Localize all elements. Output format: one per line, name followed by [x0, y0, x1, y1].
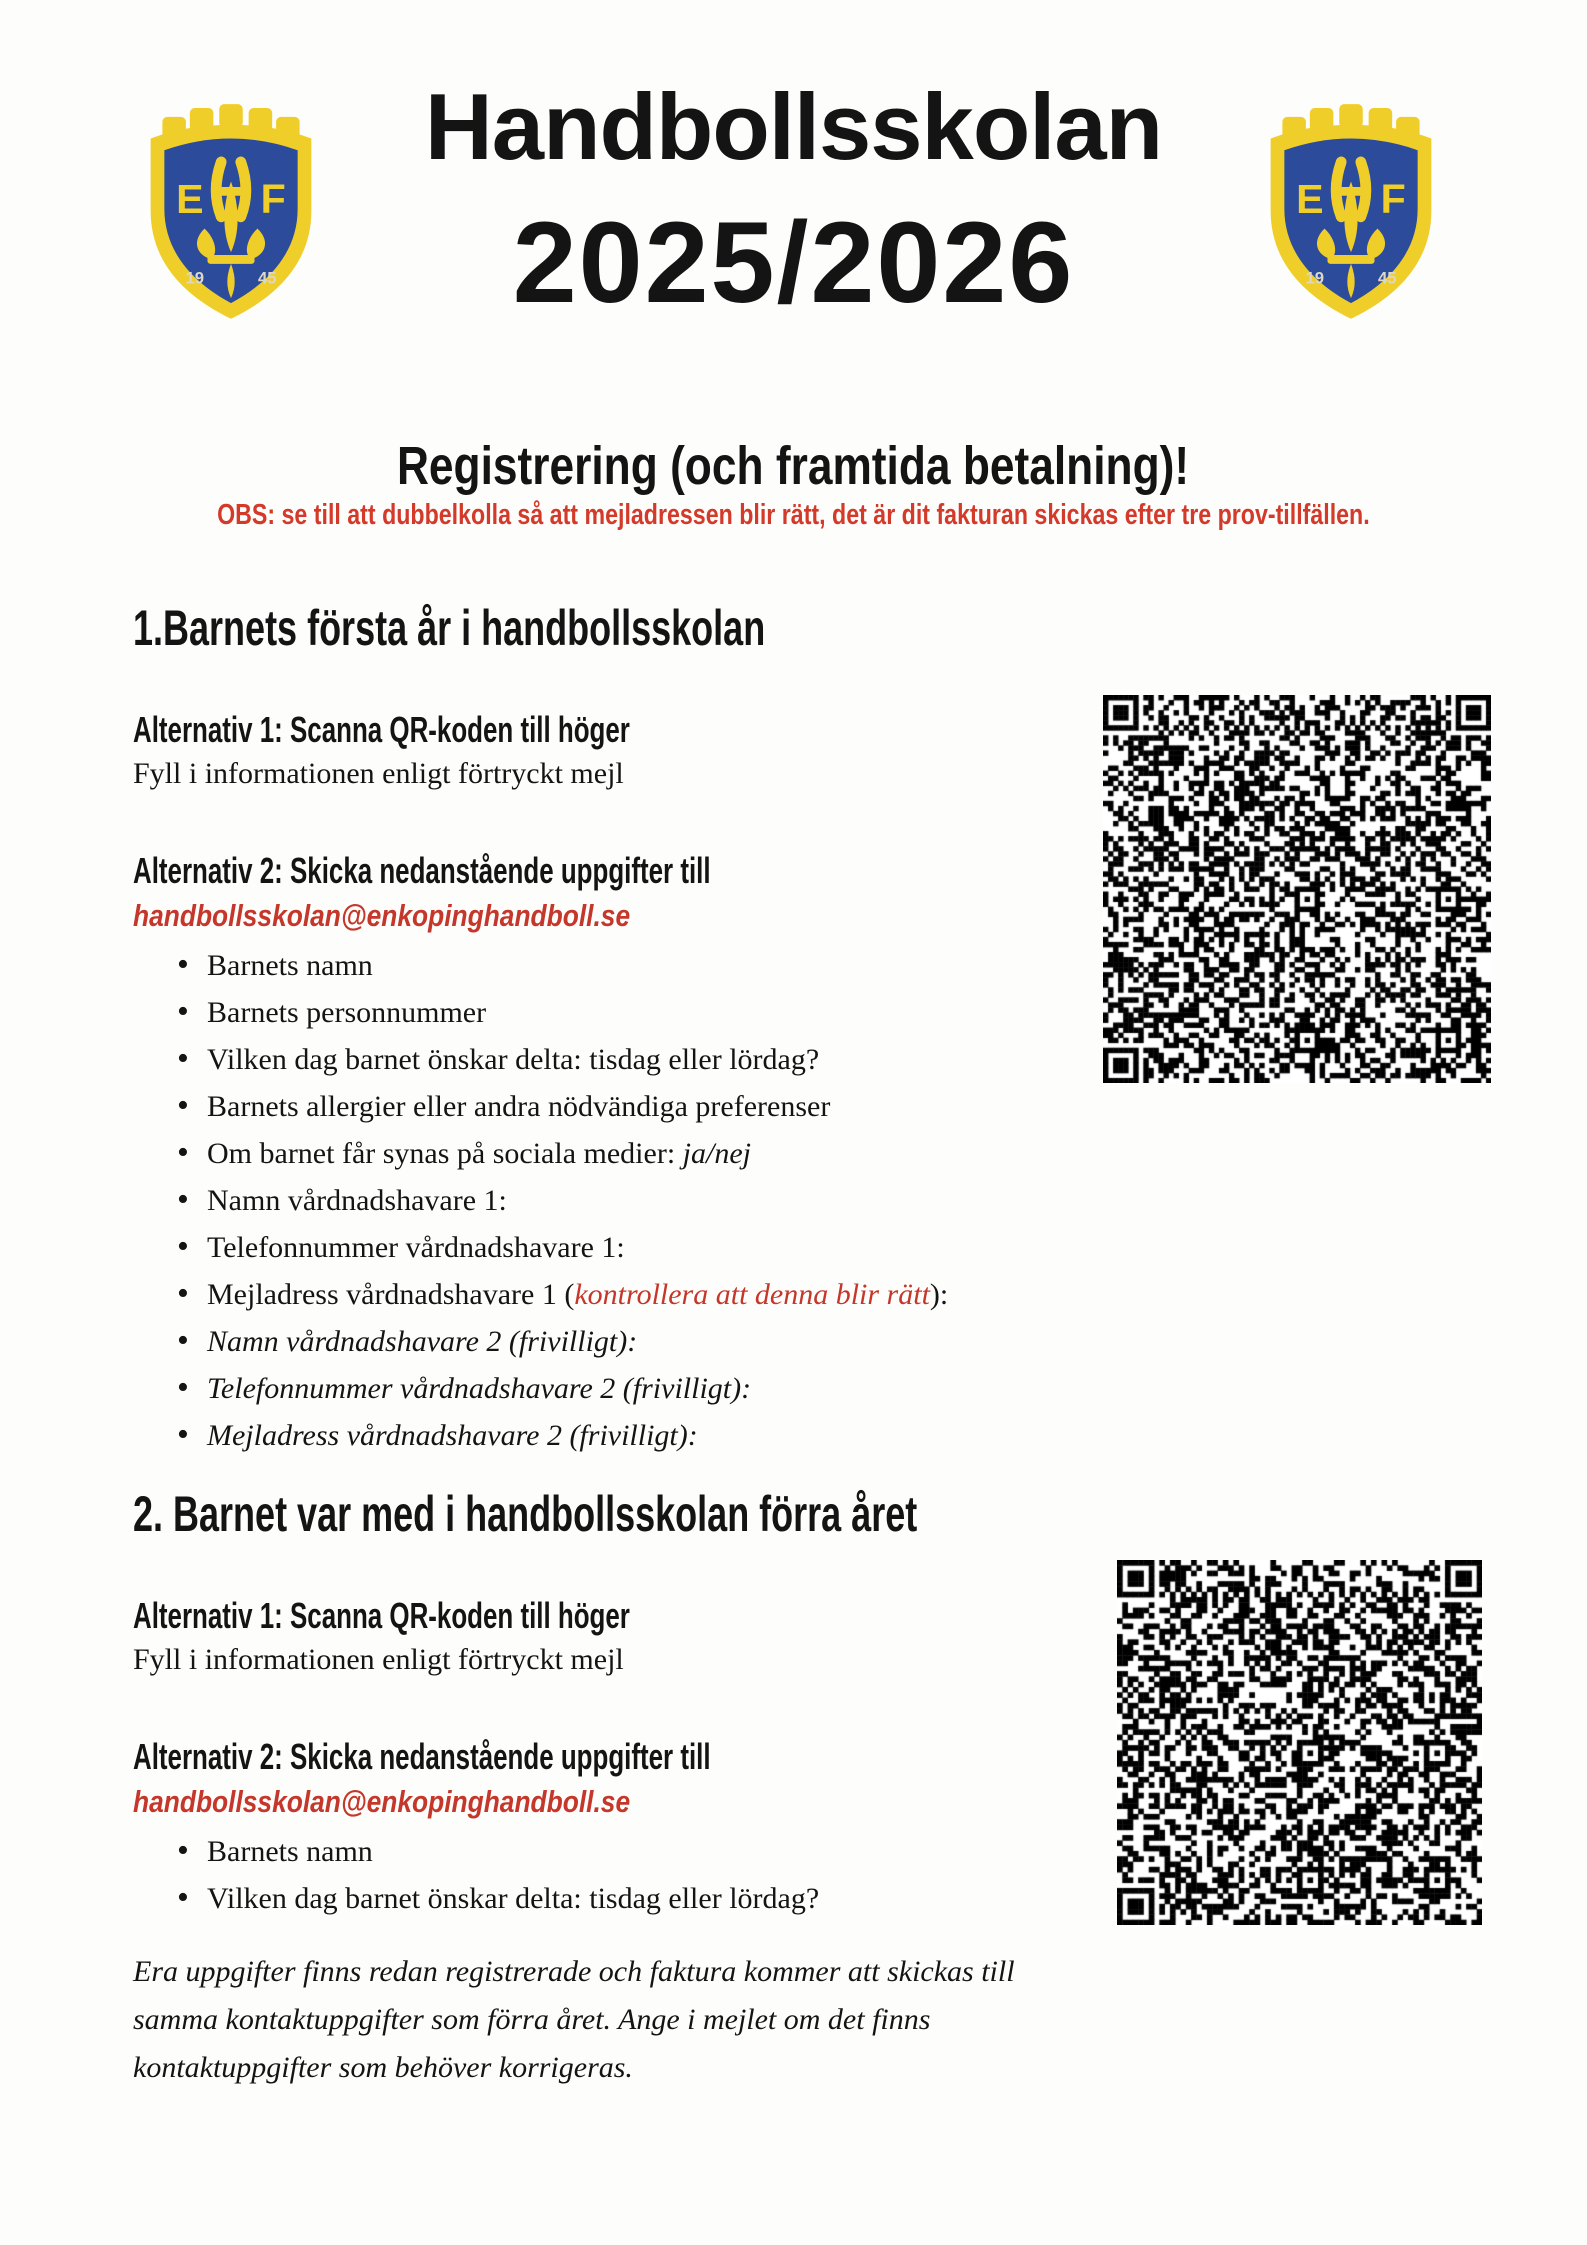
email-address[interactable]: handbollsskolan@enkopinghandboll.se: [133, 898, 631, 934]
section1-heading: [133, 602, 1098, 655]
list-item: [133, 1090, 1098, 1123]
bullet-text: Barnets allergier eller andra nödvändiga preferenser: [207, 1090, 831, 1124]
section2-heading-text: 2. Barnet var med i handbollsskolan förra året: [133, 1486, 918, 1542]
list-item: [133, 1835, 1098, 1868]
section2-bullet-list: [133, 1835, 1098, 1915]
list-item: [133, 1184, 1098, 1217]
section1-bullet-list: [133, 949, 1098, 1452]
list-item: [133, 1372, 1098, 1405]
registration-heading-text: Registrering (och framtida betalning)!: [397, 436, 1190, 496]
bullet-text-italic: ja/nej: [682, 1137, 751, 1171]
logo-year-19: 19: [1305, 268, 1325, 288]
logo-year-45: 45: [257, 268, 277, 288]
bullet-text: Vilken dag barnet önskar delta: tisdag eller lördag?: [207, 1882, 820, 1916]
list-item: [133, 996, 1098, 1029]
bullet-text: Om barnet får synas på sociala medier:: [207, 1137, 683, 1171]
section2-alt1-body: Fyll i informationen enligt förtryckt mejl: [133, 1643, 624, 1677]
bullet-text-italic: Namn vårdnadshavare 2 (frivilligt):: [207, 1325, 638, 1359]
bullet-text: Barnets namn: [207, 1835, 373, 1869]
section1-alt1-heading-text: Alternativ 1: Scanna QR-koden till höger: [133, 708, 630, 750]
section-returning: [133, 1488, 1098, 1929]
qr-code-section1: [1103, 695, 1491, 1083]
section-first-year: [133, 602, 1098, 1466]
section1-alt2-heading-text: Alternativ 2: Skicka nedanstående uppgifter till: [133, 849, 711, 891]
list-item: [133, 1043, 1098, 1076]
returning-note: Era uppgifter finns redan registrerade och faktura kommer att skickas till samma kontaktuppgifter som förra året. Ange i mejlet om det finns kontaktuppgifter som behöver korrigeras.: [133, 1955, 1015, 2084]
logo-letter-e: E: [176, 175, 204, 222]
list-item: [133, 1278, 1098, 1311]
bullet-text: Barnets personnummer: [207, 996, 487, 1030]
list-item: [133, 949, 1098, 982]
registration-heading: [0, 438, 1587, 495]
bullet-text: Vilken dag barnet önskar delta: tisdag eller lördag?: [207, 1043, 820, 1077]
qr-code-section2: [1117, 1560, 1482, 1925]
list-item: [133, 1325, 1098, 1358]
bullet-text: Mejladress vårdnadshavare 1 (: [207, 1278, 575, 1312]
list-item: [133, 1231, 1098, 1264]
logo-letter-f: F: [260, 175, 286, 222]
page-title-season: 2025/2026: [512, 199, 1075, 327]
section1-heading-text: 1.Barnets första år i handbollsskolan: [133, 600, 766, 656]
bullet-text: Namn vårdnadshavare 1:: [207, 1184, 507, 1218]
page-title: Handbollsskolan: [424, 74, 1163, 179]
logo-letter-f: F: [1380, 175, 1406, 222]
section2-alt2-heading-text: Alternativ 2: Skicka nedanstående uppgifter till: [133, 1735, 711, 1777]
bullet-text: ):: [929, 1278, 949, 1312]
document-title: [0, 74, 1587, 327]
list-item: [133, 1419, 1098, 1452]
bullet-text: Telefonnummer vårdnadshavare 1:: [207, 1231, 625, 1265]
warning-text-line: OBS: se till att dubbelkolla så att mejladressen blir rätt, det är dit fakturan skickas efter tre prov-tillfällen.: [217, 499, 1370, 531]
section2-alt2-heading: [133, 1737, 1098, 1777]
list-item: [133, 1137, 1098, 1170]
email-address[interactable]: handbollsskolan@enkopinghandboll.se: [133, 1784, 631, 1820]
logo-year-45: 45: [1377, 268, 1397, 288]
bullet-text-italic: Mejladress vårdnadshavare 2 (frivilligt):: [207, 1419, 698, 1453]
email-link[interactable]: [133, 899, 718, 933]
email-link[interactable]: [133, 1785, 718, 1819]
section2-alt1-heading-text: Alternativ 1: Scanna QR-koden till höger: [133, 1594, 630, 1636]
bullet-text-warning: kontrollera att denna blir rätt: [574, 1278, 930, 1312]
section2-heading: [133, 1488, 1098, 1541]
section1-alt2-heading: [133, 851, 1098, 891]
warning-text: [0, 500, 1587, 530]
logo-letter-e: E: [1296, 175, 1324, 222]
section1-alt1-heading: [133, 710, 1098, 750]
logo-year-19: 19: [185, 268, 205, 288]
section1-alt1-body: Fyll i informationen enligt förtryckt mejl: [133, 757, 624, 791]
bullet-text-italic: Telefonnummer vårdnadshavare 2 (frivilligt):: [207, 1372, 752, 1406]
section2-alt1-heading: [133, 1596, 1098, 1636]
list-item: [133, 1882, 1098, 1915]
bullet-text: Barnets namn: [207, 949, 373, 983]
